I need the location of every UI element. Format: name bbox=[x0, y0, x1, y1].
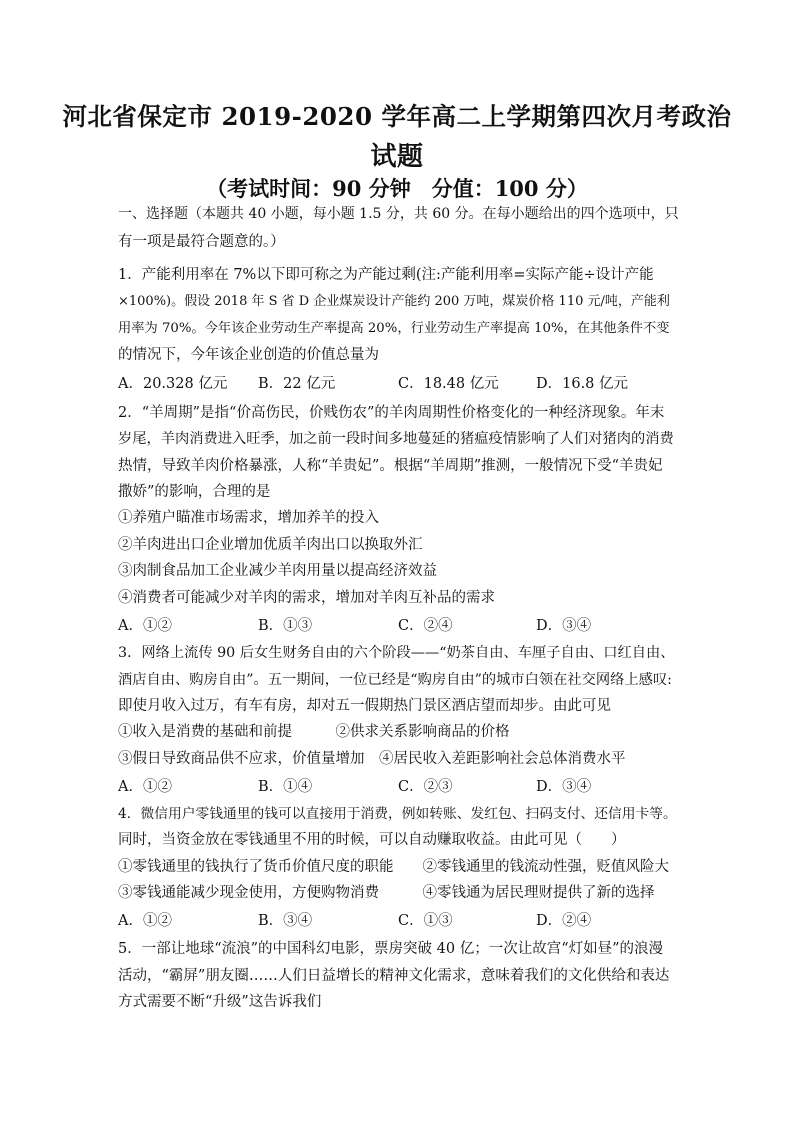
option-a: A．20.328 亿元 bbox=[118, 376, 228, 392]
option-c: C．②④ bbox=[398, 618, 453, 634]
section-heading: 有一项是最符合题意的。） bbox=[118, 234, 285, 250]
question-2-statement: ③肉制食品加工企业减少羊肉用量以提高经济效益 bbox=[118, 563, 437, 579]
option-d: D．16.8 亿元 bbox=[536, 376, 629, 392]
question-3-statement: ①收入是消费的基础和前提 ②供求关系影响商品的价格 bbox=[118, 724, 510, 740]
question-1-options bbox=[118, 374, 678, 394]
option-b: B．①③ bbox=[258, 618, 313, 634]
question-2-statement: ①养殖户瞄准市场需求，增加养羊的投入 bbox=[118, 510, 379, 526]
option-b: B．22 亿元 bbox=[258, 376, 336, 392]
page-title: 河北省保定市 2019-2020 学年高二上学期第四次月考政治 bbox=[62, 102, 732, 131]
question-2-text: 撒娇”的影响，合理的是 bbox=[118, 484, 271, 500]
question-2-statement: ④消费者可能减少对羊肉的需求，增加对羊肉互补品的需求 bbox=[118, 590, 495, 606]
option-a: A．①② bbox=[118, 913, 172, 929]
question-2-statement: ②羊肉进出口企业增加优质羊肉出口以换取外汇 bbox=[118, 537, 423, 553]
option-b: B．①④ bbox=[258, 779, 313, 795]
question-3-statement: ③假日导致商品供不应求，价值量增加 ④居民收入差距影响社会总体消费水平 bbox=[118, 751, 626, 767]
question-4-text: 4．微信用户零钱通里的钱可以直接用于消费，例如转账、发红包、扫码支付、还信用卡等。 bbox=[118, 806, 677, 822]
question-3-options bbox=[118, 777, 678, 797]
question-2-options bbox=[118, 616, 678, 636]
option-d: D．②④ bbox=[536, 913, 592, 929]
question-1-text: ×100%)。假设 2018 年 S 省 D 企业煤炭设计产能约 200 万吨，煤炭价格 110 元/吨，产能利 bbox=[118, 294, 670, 309]
exam-info: （考试时间：90 分钟 分值：100 分） bbox=[206, 176, 588, 201]
question-4-statement: ①零钱通里的钱执行了货币价值尺度的职能 ②零钱通里的钱流动性强，贬值风险大 bbox=[118, 859, 669, 875]
option-b: B．③④ bbox=[258, 913, 313, 929]
option-c: C．18.48 亿元 bbox=[398, 376, 499, 392]
question-1-text: 用率为 70%。今年该企业劳动生产率提高 20%，行业劳动生产率提高 10%，在其他条件不变 bbox=[118, 321, 670, 336]
question-2-text: 热情，导致羊肉价格暴涨，人称“羊贵妃”。根据“羊周期”推测，一般情况下受“羊贵妃 bbox=[118, 458, 663, 474]
question-5-text: 活动，“霸屏”朋友圈……人们日益增长的精神文化需求，意味着我们的文化供给和表达 bbox=[118, 968, 670, 984]
option-c: C．①③ bbox=[398, 913, 453, 929]
question-2-text: 岁尾，羊肉消费进入旺季，加之前一段时间多地蔓延的猪瘟疫情影响了人们对猪肉的消费 bbox=[118, 431, 674, 447]
option-a: A．①② bbox=[118, 618, 172, 634]
question-5-text: 方式需要不断“升级”这告诉我们 bbox=[118, 994, 322, 1010]
question-4-options bbox=[118, 911, 678, 931]
option-d: D．③④ bbox=[536, 779, 592, 795]
question-3-text: 3．网络上流传 90 后女生财务自由的六个阶段——“奶茶自由、车厘子自由、口红自由、 bbox=[118, 645, 675, 661]
question-4-text: 同时，当资金放在零钱通里不用的时候，可以自动赚取收益。由此可见（ ） bbox=[118, 832, 626, 848]
option-c: C．②③ bbox=[398, 779, 453, 795]
question-1-text: 的情况下，今年该企业创造的价值总量为 bbox=[118, 347, 379, 363]
option-d: D．③④ bbox=[536, 618, 592, 634]
question-4-statement: ③零钱通能减少现金使用，方便购物消费 ④零钱通为居民理财提供了新的选择 bbox=[118, 885, 655, 901]
question-3-text: 酒店自由、购房自由”。五一期间，一位已经是“购房自由”的城市白领在社交网络上感叹: bbox=[118, 672, 672, 688]
page-title-continued: 试题 bbox=[370, 142, 424, 172]
question-2-text: 2．“羊周期”是指“价高伤民，价贱伤农”的羊肉周期性价格变化的一种经济现象。年末 bbox=[118, 405, 665, 421]
option-a: A．①② bbox=[118, 779, 172, 795]
section-heading: 一、选择题（本题共 40 小题，每小题 1.5 分，共 60 分。在每小题给出的四个选项中，只 bbox=[118, 206, 679, 222]
question-3-text: 即使月收入过万，有车有房，却对五一假期热门景区酒店望而却步。由此可见 bbox=[118, 698, 611, 714]
question-5-text: 5．一部让地球“流浪”的中国科幻电影，票房突破 40 亿；一次让故宫“灯如昼”的浪漫 bbox=[118, 941, 664, 957]
question-1-text: 1．产能利用率在 7%以下即可称之为产能过剩(注:产能利用率=实际产能÷设计产能 bbox=[118, 267, 654, 283]
